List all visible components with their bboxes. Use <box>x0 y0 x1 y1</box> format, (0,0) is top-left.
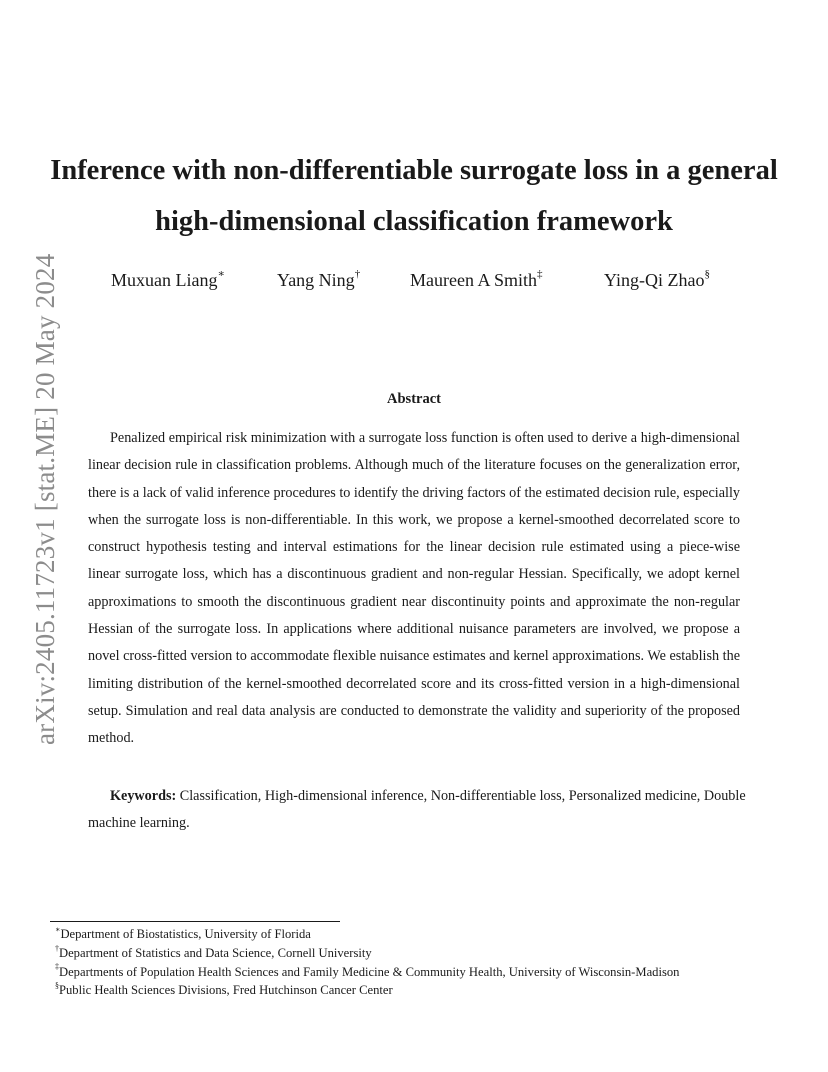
abstract-heading: Abstract <box>387 391 441 407</box>
author-name-text: Ying-Qi Zhao <box>604 270 705 290</box>
footnote-text: Department of Statistics and Data Science, Cornell University <box>59 945 372 960</box>
abstract-text: Penalized empirical risk minimization with a surrogate loss function is often used to derive a high-dimensional linear decision rule in classification problems. Although much of the literature focuses on the generalization error, there is a lack of valid inference procedures to identify the driving factors of the estimated decision rule, especially when the surrogate loss is non-differentiable. In this work, we propose a kernel-smoothed decorrelated score to construct hypothesis testing and interval estimations for the linear decision rule estimated using a piece-wise linear surrogate loss, which has a discontinuous gradient and non-regular Hessian. Specifically, we adopt kernel approximations to smooth the discontinuous gradient near discontinuity points and approximate the non-regular Hessian of the surrogate loss. In applications where additional nuisance parameters are involved, we propose a novel cross-fitted version to accommodate flexible nuisance estimates and kernel approximations. We establish the limiting distribution of the kernel-smoothed decorrelated score and its cross-fitted version in a high-dimensional setup. Simulation and real data analysis are conducted to demonstrate the validity and superiority of the proposed method. <box>88 430 740 747</box>
author-affiliation-mark: ∗ <box>217 268 225 280</box>
footnote-text: Departments of Population Health Sciences and Family Medicine & Community Health, University of Wisconsin-Madison <box>59 964 680 979</box>
footnote-mark: § <box>55 981 59 991</box>
author-name <box>111 270 225 291</box>
author-name-text: Muxuan Liang <box>111 270 218 290</box>
footnote-text: Public Health Sciences Divisions, Fred Hutchinson Cancer Center <box>59 983 393 998</box>
author-name <box>277 270 360 291</box>
footnote-item <box>55 925 815 944</box>
footnote-mark: ‡ <box>55 962 59 972</box>
author-affiliation-mark: † <box>354 268 361 280</box>
footnote-item <box>55 944 815 963</box>
footnotes <box>55 925 815 1000</box>
author-name-text: Yang Ning <box>277 270 355 290</box>
author-name <box>410 270 543 291</box>
footnote-item <box>55 981 815 1000</box>
footnote-mark: ∗ <box>55 924 61 934</box>
keywords-text: Classification, High-dimensional inference, Non-differentiable loss, Personalized medicine, Double machine learning. <box>88 788 746 832</box>
keywords-label: Keywords: <box>110 788 177 804</box>
author-name <box>604 270 710 291</box>
arxiv-identifier-stamp: arXiv:2405.11723v1 [stat.ME] 20 May 2024 <box>30 253 60 745</box>
author-affiliation-mark: ‡ <box>537 268 543 280</box>
footnote-divider <box>50 921 340 922</box>
footnote-mark: † <box>55 943 59 953</box>
author-list <box>0 270 828 294</box>
author-name-text: Maureen A Smith <box>410 270 537 290</box>
footnote-text: Department of Biostatistics, University of Florida <box>60 927 311 941</box>
footnote-item <box>55 963 815 982</box>
author-affiliation-mark: § <box>704 268 710 280</box>
paper-title: Inference with non-differentiable surrogate loss in a general high-dimensional classification framework <box>50 155 778 237</box>
keywords-paragraph <box>88 783 764 838</box>
